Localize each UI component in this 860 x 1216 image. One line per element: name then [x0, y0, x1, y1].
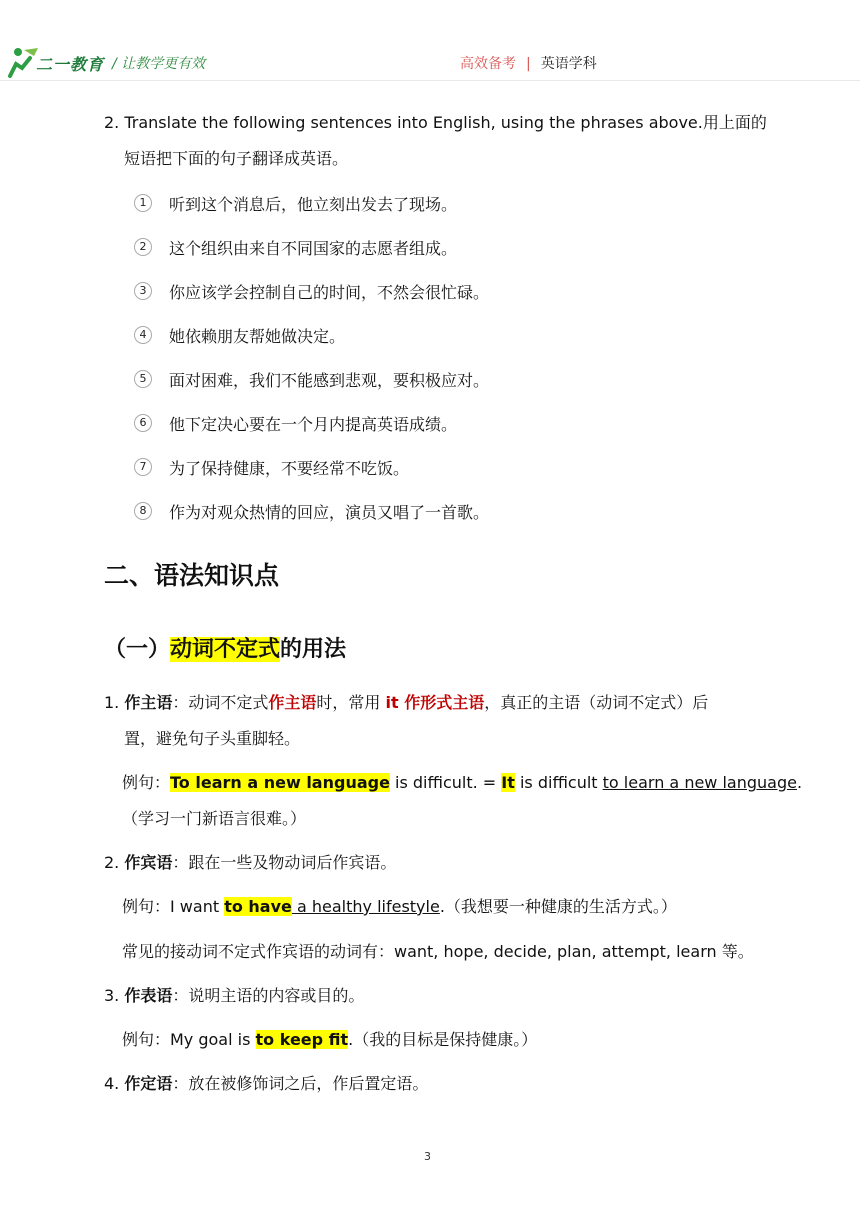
point-3-example: 例句：My goal is to keep fit.（我的目标是保持健康。） — [122, 1030, 538, 1049]
item-text: 这个组织由来自不同国家的志愿者组成。 — [169, 238, 458, 258]
point-1-example: 例句：To learn a new language is difficult. = It is difficult to learn a new language. — [122, 773, 803, 792]
brand-name: 二一教育 — [36, 55, 105, 74]
item-number: 7 — [134, 458, 152, 476]
item-number: 8 — [134, 502, 152, 520]
item-text: 为了保持健康，不要经常不吃饭。 — [169, 458, 410, 478]
header-subject: 高效备考 | 英语学科 — [460, 56, 597, 72]
list-item — [134, 366, 489, 392]
item-number: 5 — [134, 370, 152, 388]
header-divider — [0, 80, 860, 81]
point-4: 4. 作定语：放在被修饰词之后，作后置定语。 — [104, 1074, 429, 1093]
question-line2: 短语把下面的句子翻译成英语。 — [124, 149, 349, 168]
slogan: / 让教学更有效 — [112, 56, 206, 72]
subsection-title: （一）动词不定式的用法 — [104, 637, 347, 662]
point-1: 1. 作主语：动词不定式作主语时，常用 it 作形式主语，真正的主语（动词不定式）后 — [104, 693, 709, 712]
item-number: 2 — [134, 238, 152, 256]
item-text: 他下定决心要在一个月内提高英语成绩。 — [169, 414, 458, 434]
item-text: 作为对观众热情的回应，演员又唱了一首歌。 — [169, 502, 490, 522]
item-text: 她依赖朋友帮她做决定。 — [169, 326, 346, 346]
page-number: 3 — [424, 1150, 431, 1163]
question-line1: 2. Translate the following sentences into English, using the phrases above.用上面的 — [104, 113, 767, 132]
point-2: 2. 作宾语：跟在一些及物动词后作宾语。 — [104, 853, 397, 872]
list-item — [134, 498, 489, 524]
item-text: 你应该学会控制自己的时间，不然会很忙碌。 — [169, 282, 490, 302]
point-2-common: 常见的接动词不定式作宾语的动词有：want, hope, decide, plan, attempt, learn 等。 — [122, 942, 754, 961]
list-item — [134, 234, 457, 260]
point-1-translation: （学习一门新语言很难。） — [122, 809, 307, 828]
item-text: 面对困难，我们不能感到悲观，要积极应对。 — [169, 370, 490, 390]
point-2-example: 例句：I want to have a healthy lifestyle.（我想要一种健康的生活方式。） — [122, 897, 677, 916]
list-item — [134, 322, 345, 348]
list-item — [134, 410, 457, 436]
item-text: 听到这个消息后，他立刻出发去了现场。 — [169, 194, 458, 214]
point-3: 3. 作表语：说明主语的内容或目的。 — [104, 986, 365, 1005]
item-number: 3 — [134, 282, 152, 300]
item-number: 6 — [134, 414, 152, 432]
section-title: 二、语法知识点 — [104, 561, 280, 590]
point-1-line2: 置，避免句子头重脚轻。 — [124, 729, 301, 748]
list-item — [134, 190, 457, 216]
list-item — [134, 454, 409, 480]
item-number: 1 — [134, 194, 152, 212]
item-number: 4 — [134, 326, 152, 344]
list-item — [134, 278, 489, 304]
page-header — [0, 0, 860, 80]
